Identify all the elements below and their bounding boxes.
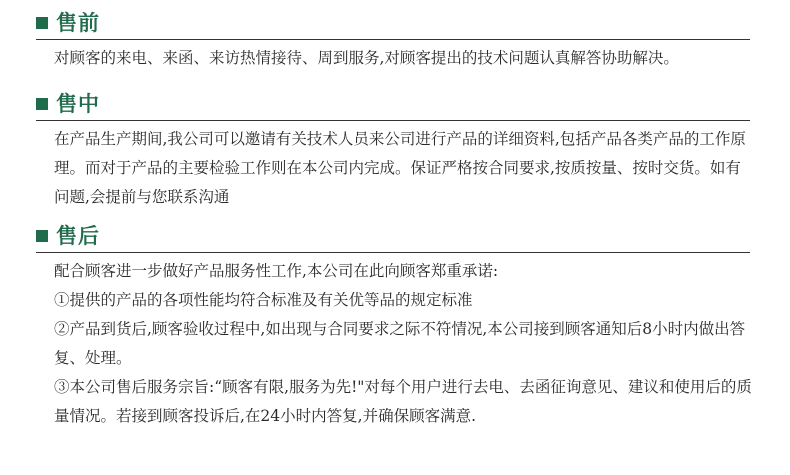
section-title: 售前 xyxy=(56,11,100,35)
section-body-aftersale xyxy=(54,257,754,431)
paragraph: ②产品到货后,顾客验收过程中,如出现与合同要求之际不符情况,本公司接到顾客通知后8小时内做出答复、处理。 xyxy=(54,320,746,367)
paragraph: ①提供的产品的各项性能均符合标准及有关优等品的规定标准 xyxy=(54,291,473,309)
section-body-in-sale xyxy=(54,125,754,212)
section-title: 售后 xyxy=(56,224,100,248)
section-header-aftersale xyxy=(36,217,750,253)
section-header-presale xyxy=(36,4,750,40)
paragraph: 配合顾客进一步做好产品服务性工作,本公司在此向顾客郑重承诺: xyxy=(54,262,499,280)
paragraph: 在产品生产期间,我公司可以邀请有关技术人员来公司进行产品的详细资料,包括产品各类产品的工作原理。而对于产品的主要检验工作则在本公司内完成。保证严格按合同要求,按质按量、按时交货。如有问题,会提前与您联系沟通 xyxy=(54,130,746,206)
paragraph: 对顾客的来电、来函、来访热情接待、周到服务,对顾客提出的技术问题认真解答协助解决。 xyxy=(54,49,679,67)
square-bullet-icon xyxy=(36,17,48,29)
section-body-presale xyxy=(54,44,754,73)
square-bullet-icon xyxy=(36,98,48,110)
paragraph: ③本公司售后服务宗旨:“顾客有限,服务为先!"对每个用户进行去电、去函征询意见、建议和使用后的质量情况。若接到顾客投诉后,在24小时内答复,并确保顾客满意. xyxy=(54,378,752,425)
section-title: 售中 xyxy=(56,92,100,116)
square-bullet-icon xyxy=(36,230,48,242)
section-header-in-sale xyxy=(36,85,750,121)
